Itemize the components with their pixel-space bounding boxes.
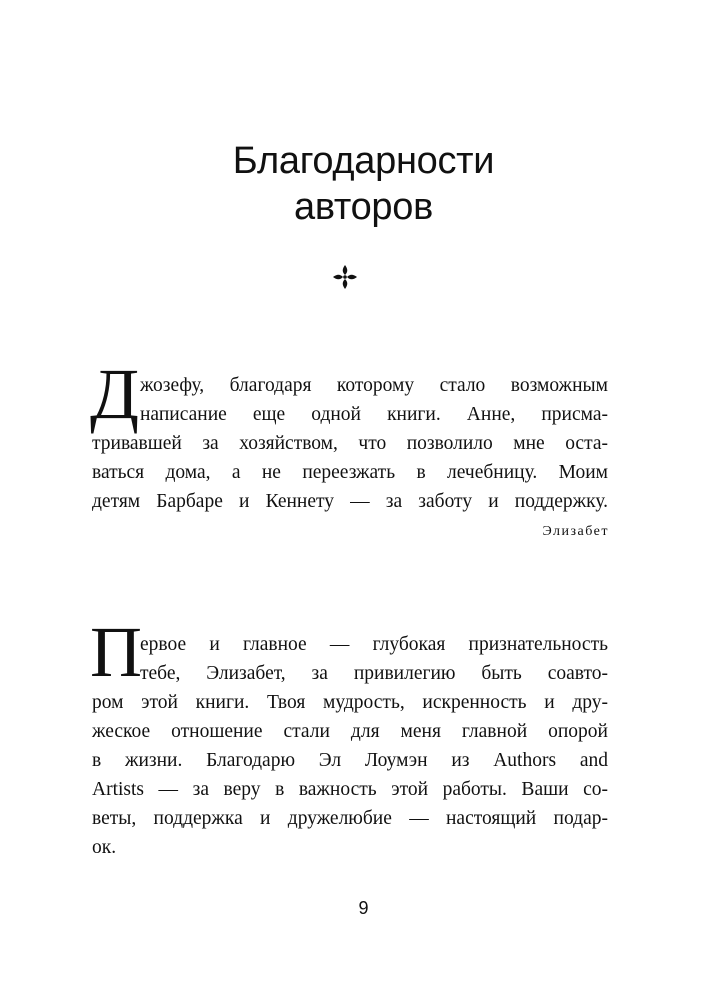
paragraph-line: ервое и главное — глубокая признательность (140, 634, 608, 655)
paragraph-line: тривавшей за хозяйством, что позволило мне оста- (92, 433, 608, 454)
paragraph-line: веты, поддержка и дружелюбие — настоящий подар- (92, 808, 608, 829)
paragraph-coauthor (92, 630, 608, 862)
chapter-title-line-1: Благодарности (232, 140, 495, 182)
paragraph-line: Artists — за веру в важность этой работы. Ваши со- (92, 779, 608, 800)
page-number: 9 (358, 898, 369, 918)
paragraph-line: тебе, Элизабет, за привилегию быть соавто- (140, 663, 608, 684)
drop-cap-2: П (90, 612, 142, 692)
fleuron-icon (332, 264, 358, 290)
signature: Элизабет (542, 524, 609, 539)
paragraph-line: ваться дома, а не переезжать в лечебницу. Моим (92, 462, 608, 483)
paragraph-line: ок. (92, 837, 117, 858)
paragraph-line: ром этой книги. Твоя мудрость, искренность и дру- (92, 692, 608, 713)
paragraph-line: написание еще одной книги. Анне, присма- (140, 404, 608, 425)
paragraph-line: жеское отношение стали для меня главной опорой (92, 721, 608, 742)
paragraph-line: в жизни. Благодарю Эл Лоумэн из Authors and (92, 750, 608, 771)
paragraph-elizabeth (92, 371, 608, 516)
paragraph-line: детям Барбаре и Кеннету — за заботу и поддержку. (92, 491, 608, 512)
drop-cap-1: Д (90, 354, 140, 434)
chapter-title (0, 138, 727, 230)
chapter-title-line-2: авторов (294, 186, 433, 228)
paragraph-line: жозефу, благодаря которому стало возможным (140, 375, 608, 396)
